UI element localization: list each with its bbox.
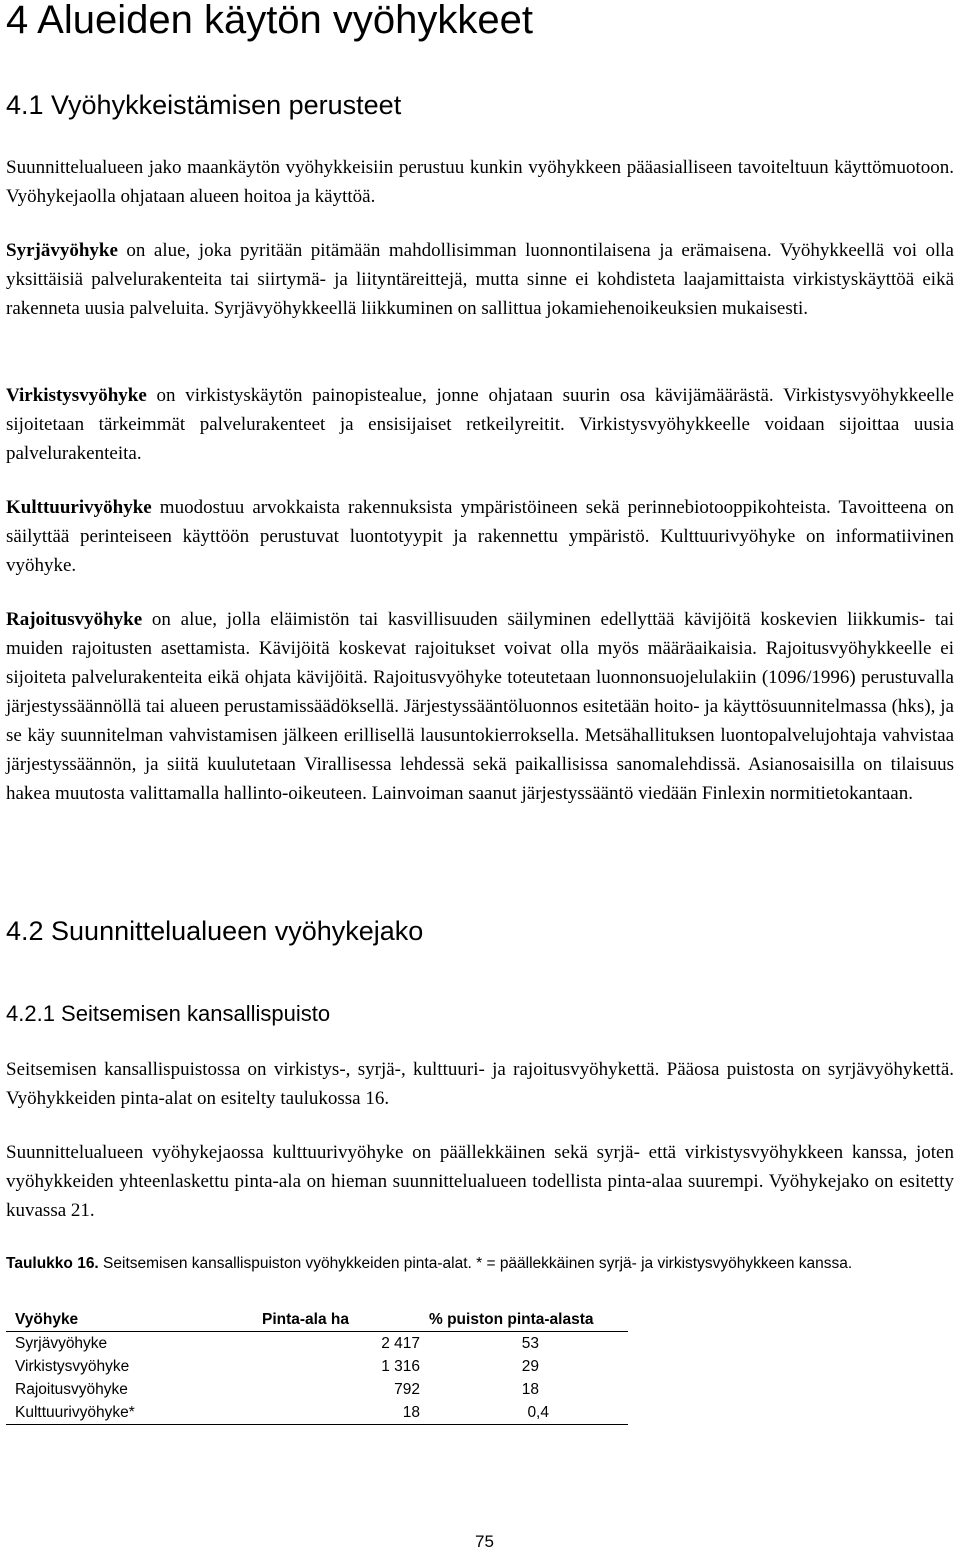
paragraph-seitseminen-1: Seitsemisen kansallispuistossa on virkistys-, syrjä-, kulttuuri- ja rajoitusvyöhykettä. Pääosa puistosta on syrjävyöhykettä. Vyöhykkeiden pinta-alat on esitelty taulukossa 16. bbox=[6, 1059, 954, 1109]
table-row bbox=[6, 1332, 628, 1356]
paragraph-syrjavyohyke bbox=[6, 236, 954, 323]
subsection-heading-4-2-1: 4.2.1 Seitsemisen kansallispuisto bbox=[6, 1001, 331, 1026]
table-caption bbox=[6, 1253, 906, 1274]
paragraph-rajoitusvyohyke bbox=[6, 605, 954, 808]
column-header-percent: % puiston pinta-alasta bbox=[420, 1309, 628, 1332]
table-caption-text: Seitsemisen kansallispuiston vyöhykkeiden pinta-alat. * = päällekkäinen syrjä- ja virkistysvyöhykkeen kanssa. bbox=[98, 1255, 853, 1272]
chapter-heading: 4 Alueiden käytön vyöhykkeet bbox=[6, 0, 534, 42]
cell-zone: Rajoitusvyöhyke bbox=[15, 1380, 128, 1398]
table-row bbox=[6, 1401, 628, 1425]
cell-zone: Kulttuurivyöhyke* bbox=[6, 1401, 253, 1425]
table-header-row bbox=[6, 1309, 628, 1332]
cell-percent: 29 bbox=[521, 1357, 539, 1375]
cell-zone: Virkistysvyöhyke bbox=[15, 1357, 130, 1375]
zone-area-table bbox=[6, 1309, 628, 1425]
section-heading-4-2: 4.2 Suunnittelualueen vyöhykejako bbox=[6, 916, 424, 946]
table-row bbox=[6, 1378, 628, 1401]
term-kulttuurivyohyke: Kulttuurivyöhyke bbox=[6, 497, 152, 518]
text-syrjavyohyke: on alue, joka pyritään pitämään mahdollisimman luonnontilaisena ja erämaisena. Vyöhykkeellä voi olla yksittäisiä palvelurakenteita tai siirtymä- ja liityntäreittejä, mutta sinne ei kohdisteta laajamittaista virkistyskäyttöä eikä rakenneta uusia palveluita. Syrjävyöhykkeellä liikkuminen on sallittua jokamiehenoikeuksien mukaisesti. bbox=[6, 240, 954, 319]
cell-area: 18 bbox=[253, 1401, 420, 1425]
paragraph-virkistysvyohyke bbox=[6, 381, 954, 468]
cell-percent: 53 bbox=[521, 1334, 539, 1352]
text-rajoitusvyohyke: on alue, jolla eläimistön tai kasvillisuuden säilyminen edellyttää kävijöitä koskevien liikkumis- tai muiden rajoitusten asettamista. Kävijöitä koskevat rajoitukset voivat olla myös määräaikaisia. Rajoitusvyöhykkeelle ei sijoiteta palvelurakenteita eikä ohjata kävijöitä. Rajoitusvyöhyke toteutetaan luonnonsuojelulakiin (1096/1996) perustuvalla järjestyssäännöllä tai alueen perustamissäädöksellä. Järjestyssääntöluonnos esitetään hoito- ja käyttösuunnitelmassa (hks), ja se käy suunnitelman vahvistamisen jälkeen erillisellä lausuntokierroksella. Metsähallituksen luontopalvelujohtaja vahvistaa järjestyssäännön, ja siitä kuulutetaan Virallisessa lehdessä sekä paikallisissa sanomalehdissä. Asianosaisilla on tilaisuus hakea muutosta valittamalla hallinto-oikeuteen. Lainvoiman saanut järjestyssääntö viedään Finlexin normitietokantaan. bbox=[6, 609, 954, 804]
paragraph-seitseminen-2: Suunnittelualueen vyöhykejaossa kulttuurivyöhyke on päällekkäinen sekä syrjä- että virkistysvyöhykkeen kanssa, joten vyöhykkeiden yhteenlaskettu pinta-ala on hieman suunnittelualueen todellista pinta-alaa suurempi. Vyöhykejako on esitetty kuvassa 21. bbox=[6, 1142, 954, 1221]
cell-zone: Syrjävyöhyke bbox=[15, 1334, 108, 1352]
cell-percent: 0,4 bbox=[420, 1401, 628, 1425]
column-header-zone: Vyöhyke bbox=[6, 1309, 253, 1332]
paragraph-intro: Suunnittelualueen jako maankäytön vyöhykkeisiin perustuu kunkin vyöhykkeen pääasialliseen tavoiteltuun käyttömuotoon. Vyöhykejaolla ohjataan alueen hoitoa ja käyttöä. bbox=[6, 157, 954, 207]
text-virkistysvyohyke: on virkistyskäytön painopistealue, jonne ohjataan suurin osa kävijämäärästä. Virkistysvyöhykkeelle sijoitetaan tärkeimmät palvelurakenteet ja ensisijaiset retkeilyreitit. Virkistysvyöhykkeelle voidaan sijoittaa uusia palvelurakenteita. bbox=[6, 385, 954, 464]
column-header-area: Pinta-ala ha bbox=[253, 1309, 420, 1332]
paragraph-kulttuurivyohyke bbox=[6, 493, 954, 580]
cell-percent: 18 bbox=[521, 1380, 539, 1398]
cell-area: 2 417 bbox=[381, 1334, 420, 1352]
table-row bbox=[6, 1355, 628, 1378]
cell-area: 792 bbox=[394, 1380, 420, 1398]
section-heading-4-1: 4.1 Vyöhykkeistämisen perusteet bbox=[6, 90, 402, 120]
page-number: 75 bbox=[475, 1532, 494, 1551]
text-kulttuurivyohyke: muodostuu arvokkaista rakennuksista ympäristöineen sekä perinnebiotooppikohteista. Tavoitteena on säilyttää perinteiseen käyttöön perustuvat luontotyypit ja rakennettu ympäristö. Kulttuurivyöhyke on informatiivinen vyöhyke. bbox=[6, 497, 954, 576]
term-virkistysvyohyke: Virkistysvyöhyke bbox=[6, 385, 147, 406]
table-caption-label: Taulukko 16. bbox=[6, 1255, 99, 1272]
cell-area: 1 316 bbox=[381, 1357, 420, 1375]
term-rajoitusvyohyke: Rajoitusvyöhyke bbox=[6, 609, 143, 630]
term-syrjavyohyke: Syrjävyöhyke bbox=[6, 240, 118, 261]
